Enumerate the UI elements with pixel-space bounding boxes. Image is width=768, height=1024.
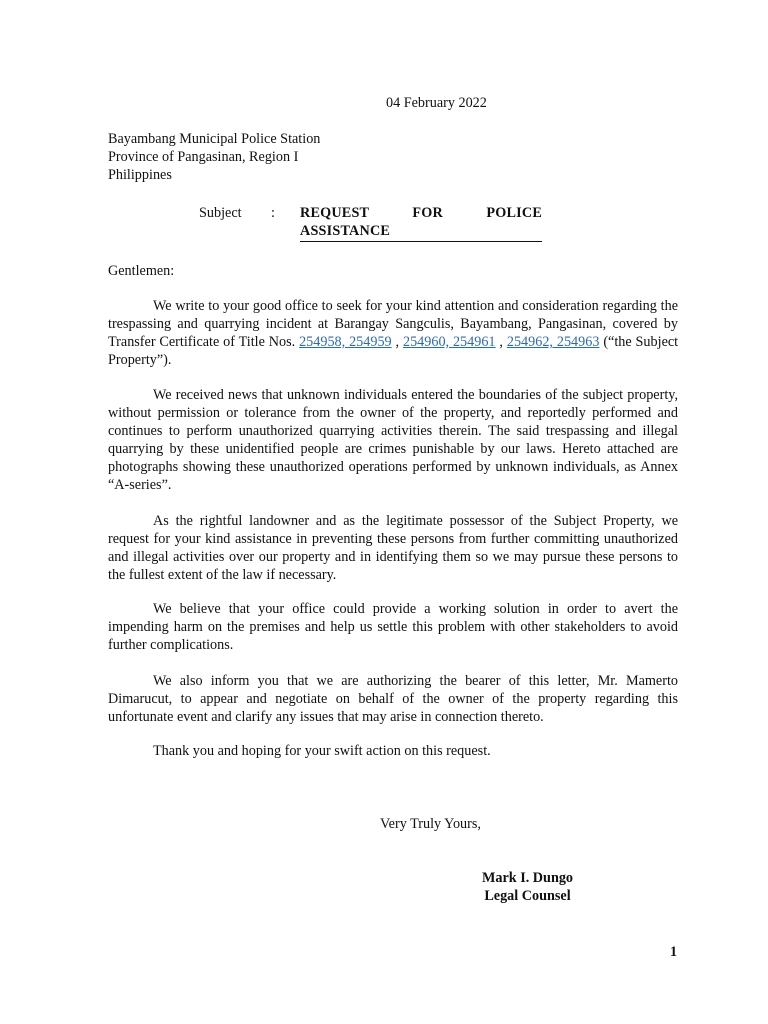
paragraph-2: We received news that unknown individuals entered the boundaries of the subject property, without permission or tolerance from the owner of the property, and reportedly performed and continues to perform unauthorized quarrying activities therein. The said trespassing and illegal quarrying by these unidentified people are crimes punishable by our laws. Hereto attached are photographs showing these unauthorized operations performed by unknown individuals, as Annex “A-series”.	[108, 387, 678, 493]
subject-text: REQUEST FOR POLICE ASSISTANCE	[300, 204, 542, 242]
title-separator-1: ,	[395, 334, 400, 350]
title-link-2[interactable]: 254960, 254961	[402, 334, 496, 350]
signatory-name: Mark I. Dungo	[481, 870, 574, 886]
title-separator-2: ,	[499, 334, 503, 350]
letter-date: 04 February 2022	[386, 95, 487, 111]
recipient-line-3: Philippines	[108, 167, 172, 183]
paragraph-1-tail: (“the Subject Property”).	[108, 334, 679, 368]
paragraph-1-text: We write to your good office to seek for your kind attention and consideration regarding the trespassing and quarrying incident at Barangay Sangculis, Bayambang, Pangasinan, covered by Transfer Certificate of Title Nos.	[108, 298, 678, 350]
paragraph-6: Thank you and hoping for your swift action on this request.	[153, 743, 491, 759]
recipient-line-1: Bayambang Municipal Police Station	[108, 131, 321, 147]
title-link-1[interactable]: 254958, 254959	[299, 334, 392, 350]
recipient-line-2: Province of Pangasinan, Region I	[108, 149, 299, 165]
paragraph-4: We believe that your office could provide a working solution in order to avert the impending harm on the premises and help us settle this problem with other stakeholders to avoid further complications.	[108, 601, 678, 653]
recipient-address	[108, 130, 320, 184]
paragraph-5: We also inform you that we are authorizing the bearer of this letter, Mr. Mamerto Dimarucut, to appear and negotiate on behalf of the owner of the property regarding this unfortunate event and clarify any issues that may arise in connection thereto.	[108, 673, 678, 725]
signature-block	[440, 869, 615, 905]
paragraph-1	[108, 297, 678, 369]
subject-label: Subject	[199, 205, 242, 221]
closing: Very Truly Yours,	[380, 816, 481, 832]
paragraph-3: As the rightful landowner and as the legitimate possessor of the Subject Property, we request for your kind assistance in preventing these persons from further committing unauthorized and illegal activities over our property and in identifying them so we may pursue these persons to the fullest extent of the law if necessary.	[108, 513, 678, 583]
title-link-3[interactable]: 254962, 254963	[506, 334, 600, 350]
salutation: Gentlemen:	[108, 263, 175, 279]
signatory-title: Legal Counsel	[484, 888, 571, 904]
subject-colon: :	[271, 205, 275, 221]
page-number: 1	[670, 944, 678, 960]
